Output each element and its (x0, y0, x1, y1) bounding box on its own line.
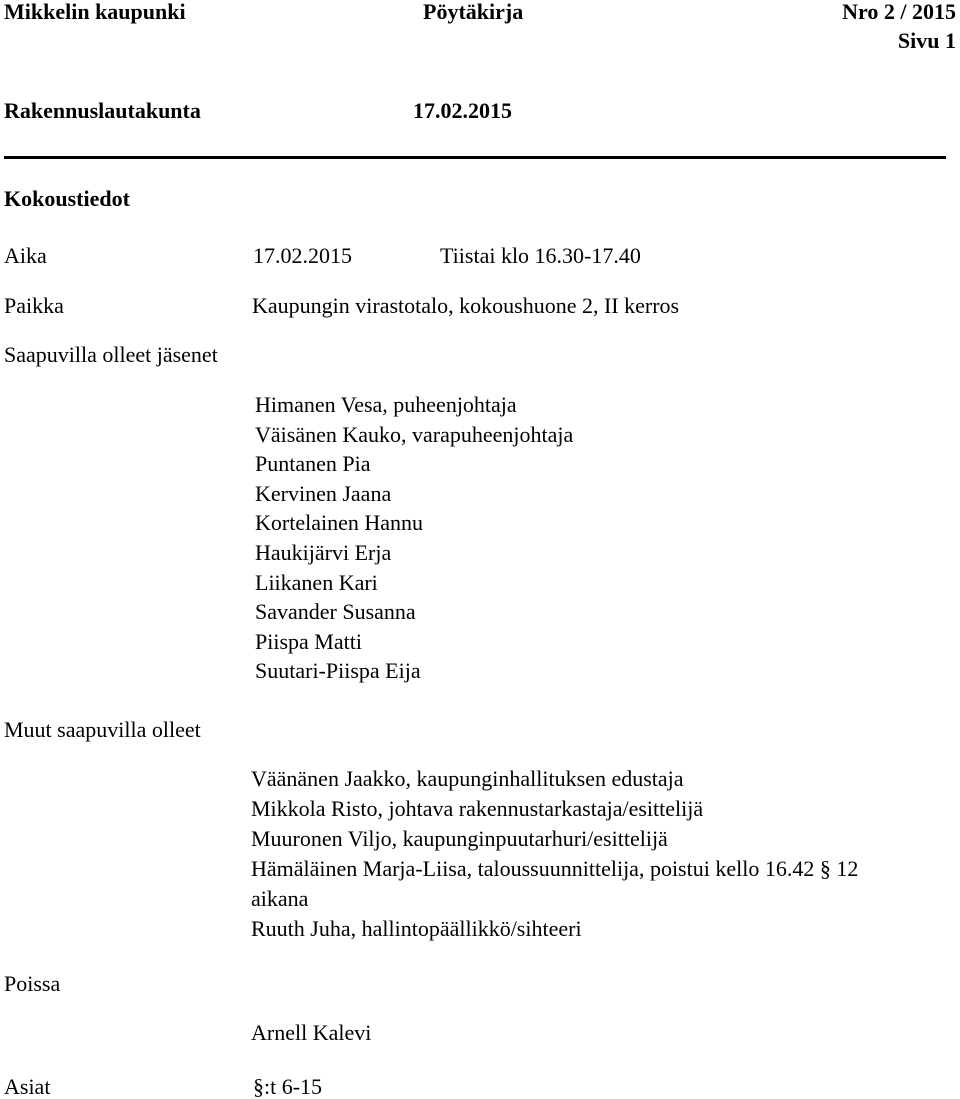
others-label: Muut saapuvilla olleet (4, 717, 201, 742)
absent-value: Arnell Kalevi (251, 1020, 372, 1045)
member-item: Piispa Matti (255, 628, 362, 654)
member-item: Kervinen Jaana (255, 480, 392, 506)
items-label: Asiat (4, 1074, 51, 1099)
page-number: Sivu 1 (897, 28, 956, 53)
header-divider (4, 156, 946, 159)
other-attendee-item: Ruuth Juha, hallintopäällikkö/sihteeri (251, 916, 582, 941)
time-label: Aika (4, 243, 47, 268)
members-list (255, 390, 573, 686)
member-item: Haukijärvi Erja (255, 539, 392, 565)
absent-label: Poissa (4, 971, 61, 996)
others-list (251, 764, 858, 944)
member-item: Puntanen Pia (255, 451, 371, 477)
document-number: Nro 2 / 2015 (842, 0, 956, 24)
member-item: Suutari-Piispa Eija (255, 658, 421, 684)
other-attendee-item: Muuronen Viljo, kaupunginpuutarhuri/esittelijä (251, 826, 668, 851)
other-attendee-item: Mikkola Risto, johtava rakennustarkastaja/esittelijä (251, 796, 704, 821)
time-value: Tiistai klo 16.30-17.40 (440, 243, 641, 268)
committee-name: Rakennuslautakunta (4, 98, 201, 123)
meeting-date: 17.02.2015 (413, 98, 512, 123)
time-date: 17.02.2015 (253, 243, 352, 268)
city-name: Mikkelin kaupunki (4, 0, 186, 24)
member-item: Savander Susanna (255, 599, 416, 625)
items-value: §:t 6-15 (253, 1074, 323, 1099)
members-label: Saapuvilla olleet jäsenet (4, 342, 218, 367)
other-attendee-item: aikana (251, 886, 309, 911)
section-title: Kokoustiedot (4, 186, 130, 211)
document-type: Pöytäkirja (423, 0, 524, 24)
other-attendee-item: Väänänen Jaakko, kaupunginhallituksen edustaja (251, 766, 684, 791)
member-item: Kortelainen Hannu (255, 510, 423, 536)
member-item: Liikanen Kari (255, 569, 378, 595)
place-value: Kaupungin virastotalo, kokoushuone 2, II kerros (252, 293, 680, 318)
member-item: Himanen Vesa, puheenjohtaja (255, 392, 517, 417)
other-attendee-item: Hämäläinen Marja-Liisa, taloussuunnittelija, poistui kello 16.42 § 12 (251, 856, 859, 881)
place-label: Paikka (4, 293, 64, 318)
member-item: Väisänen Kauko, varapuheenjohtaja (255, 421, 574, 447)
